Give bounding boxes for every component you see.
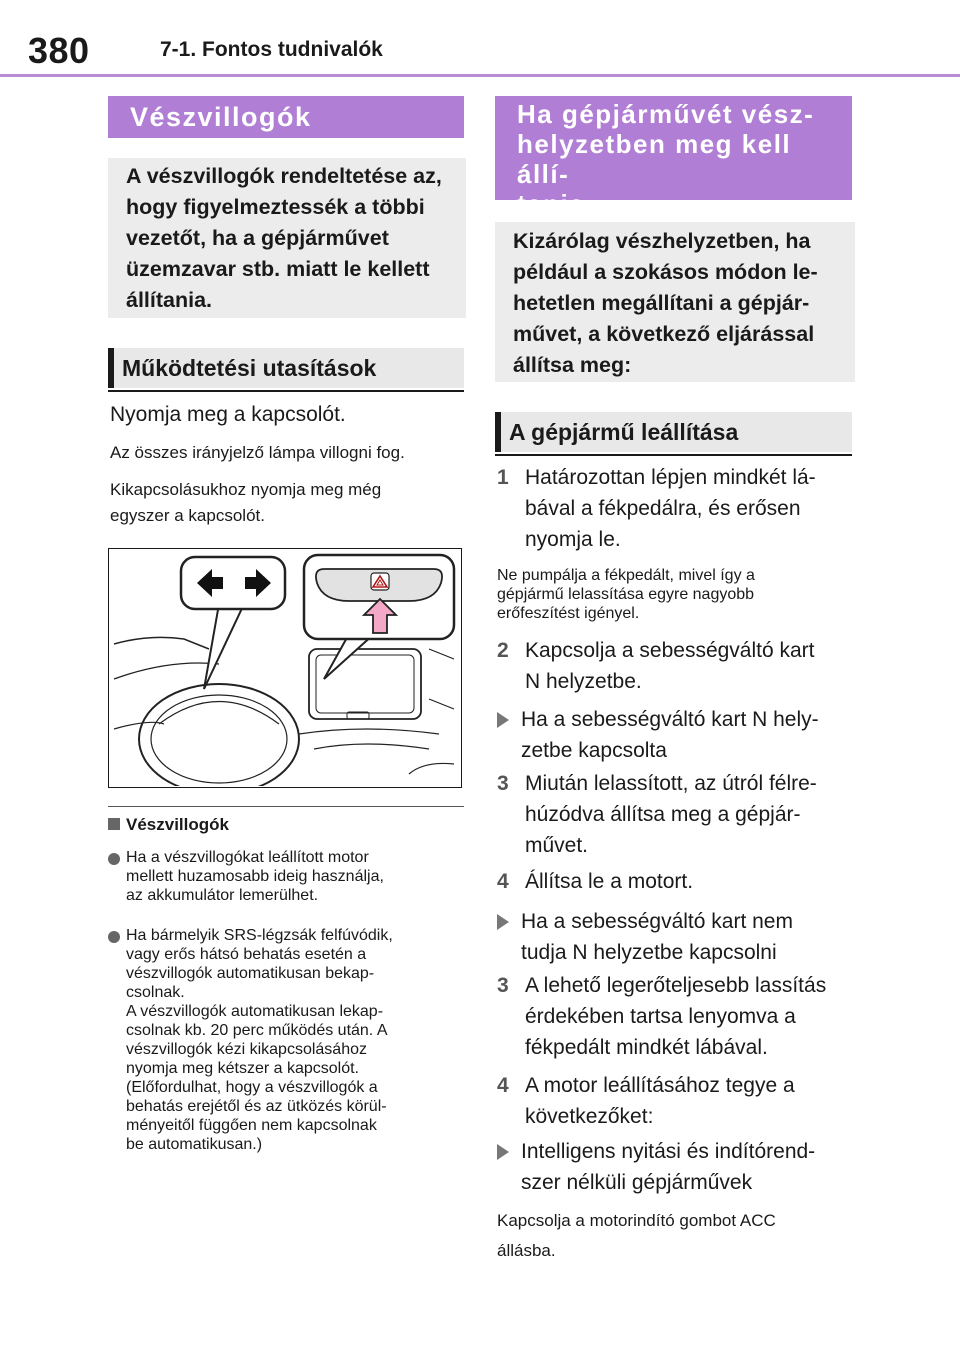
note-line: gépjármű lelassítása egyre nagyobb — [497, 586, 755, 603]
page-number: 380 — [28, 30, 90, 71]
intro-line: vezetőt, ha a gépjárművet — [126, 226, 389, 250]
condition-line: zetbe kapcsolta — [521, 739, 667, 762]
final-line: Kapcsolja a motorindító gombot ACC — [497, 1211, 776, 1230]
section-title-label: Vészvillogók — [126, 815, 229, 834]
banner-line: tania — [517, 189, 586, 219]
intro-line: hogy figyelmeztessék a többi — [126, 195, 425, 219]
step-line: Kapcsolja a sebességváltó kart — [525, 639, 815, 662]
intro-line: állítsa meg: — [513, 353, 632, 377]
bullet-line: vészvillogók kézi kikapcsolásához — [126, 1041, 367, 1058]
subhead-underline — [108, 390, 464, 392]
condition-line: tudja N helyzetbe kapcsolni — [521, 941, 777, 964]
square-bullet-icon — [108, 818, 120, 830]
section-banner-hazard-lights: Vészvillogók — [108, 96, 464, 138]
bullet-line: az akkumulátor lemerülhet. — [126, 887, 319, 904]
condition-line: Intelligens nyitási és indítórend- — [521, 1140, 816, 1163]
bullet-dot-icon — [108, 853, 120, 865]
step-3-brake-hold — [497, 970, 857, 1066]
bullet-line: csolnak kb. 20 perc működés után. A — [126, 1022, 388, 1039]
note-all-signals: Az összes irányjelző lámpa villogni fog. — [110, 443, 405, 462]
bullet-line: Ha bármelyik SRS-légzsák felfúvódik, — [126, 927, 393, 944]
bullet-line: vészvillogók automatikusan bekap- — [126, 965, 375, 982]
step-line: művet. — [525, 834, 589, 857]
divider — [108, 806, 464, 807]
bullet-line: nyomja meg kétszer a kapcsolót. — [126, 1060, 359, 1077]
step-line: Állítsa le a motort. — [525, 870, 694, 893]
subhead-operating-instructions — [108, 348, 464, 388]
step-line: A lehető legerőteljesebb lassítás — [525, 974, 827, 997]
banner-line: helyzetben meg kell állí- — [517, 129, 792, 189]
condition-no-smart-key — [497, 1136, 857, 1200]
intro-line: hetetlen megállítani a gépjár- — [513, 291, 810, 315]
condition-line: szer nélküli gépjárművek — [521, 1171, 753, 1194]
triangle-bullet-icon — [497, 712, 509, 728]
condition-line: Ha a sebességváltó kart N hely- — [521, 708, 819, 731]
bullet-line: be automatikusan.) — [126, 1136, 263, 1153]
subhead-stopping-vehicle — [495, 412, 852, 452]
bullet-line: mellett huzamosabb ideig használja, — [126, 868, 384, 885]
bullet-srs — [108, 926, 466, 1154]
bullet-line: behatás erejétől és az ütközés körül- — [126, 1098, 387, 1115]
triangle-bullet-icon — [497, 1144, 509, 1160]
step-line: fékpedált mindkét lábával. — [525, 1036, 768, 1059]
step-number: 3 — [497, 772, 509, 795]
instruction-text: Nyomja meg a kapcsolót. — [110, 403, 346, 426]
intro-line: állítania. — [126, 288, 213, 312]
bullet-line: A vészvillogók automatikusan lekap- — [126, 1003, 384, 1020]
subhead-label: A gépjármű leállítása — [509, 418, 739, 445]
chapter-title: 7-1. Fontos tudnivalók — [160, 38, 383, 61]
header-rule — [0, 74, 960, 77]
bullet-dot-icon — [108, 931, 120, 943]
intro-line: üzemzavar stb. miatt le kellett — [126, 257, 430, 281]
step-number: 2 — [497, 639, 509, 662]
note-line: erőfeszítést igényel. — [497, 605, 640, 622]
intro-line: Kizárólag vészhelyzetben, ha — [513, 229, 811, 253]
final-line: állásba. — [497, 1241, 556, 1260]
step-line: érdekében tartsa lenyomva a — [525, 1005, 796, 1028]
step-number: 1 — [497, 466, 509, 489]
bullet-line: Ha a vészvillogókat leállított motor — [126, 849, 369, 866]
step-4-stop-engine — [497, 866, 857, 898]
section-title-hazard-lights — [108, 815, 229, 835]
step-number: 4 — [497, 870, 509, 893]
triangle-bullet-icon — [497, 914, 509, 930]
step-line: bával a fékpedálra, és erősen — [525, 497, 801, 520]
condition-neutral-fail — [497, 906, 857, 970]
note-line: Kikapcsolásukhoz nyomja meg még — [110, 480, 382, 499]
step-line: Határozottan lépjen mindkét lá- — [525, 466, 816, 489]
note-line: egyszer a kapcsolót. — [110, 506, 265, 525]
bullet-line: (Előfordulhat, hogy a vészvillogók a — [126, 1079, 378, 1096]
step-line: A motor leállításához tegye a — [525, 1074, 795, 1097]
condition-neutral-ok — [497, 704, 857, 768]
step-1 — [497, 462, 857, 558]
subhead-label: Működtetési utasítások — [122, 354, 377, 381]
step-3-pull-over — [497, 768, 857, 864]
final-instruction — [497, 1206, 857, 1266]
intro-line: A vészvillogók rendeltetése az, — [126, 164, 442, 188]
step-2 — [497, 635, 857, 699]
bullet-line: csolnak. — [126, 984, 185, 1001]
intro-line: művet, a következő eljárással — [513, 322, 815, 346]
dashboard-illustration — [108, 548, 462, 788]
step-line: nyomja le. — [525, 528, 621, 551]
bullet-battery — [108, 848, 466, 905]
dashboard-drawing — [109, 549, 460, 786]
condition-line: Ha a sebességváltó kart nem — [521, 910, 793, 933]
subhead-underline — [495, 454, 852, 456]
step-number: 4 — [497, 1074, 509, 1097]
bullet-line: vagy erős hátsó behatás esetén a — [126, 946, 367, 963]
step-line: N helyzetbe. — [525, 670, 642, 693]
note-line: Ne pumpálja a fékpedált, mivel így a — [497, 567, 755, 584]
step-line: húzódva állítsa meg a gépjár- — [525, 803, 801, 826]
intro-box — [108, 158, 466, 318]
emergency-intro-box — [495, 222, 855, 382]
step-line: Miután lelassított, az útról félre- — [525, 772, 817, 795]
step-1-note — [497, 566, 857, 623]
section-banner-emergency-stop — [495, 96, 852, 219]
intro-line: például a szokásos módon le- — [513, 260, 818, 284]
banner-line: Ha gépjárművét vész- — [517, 99, 815, 129]
step-4-engine-off-procedure — [497, 1070, 857, 1134]
bullet-line: ményeitől függően nem kapcsolnak — [126, 1117, 377, 1134]
note-turn-off — [110, 477, 466, 529]
step-number: 3 — [497, 974, 509, 997]
step-line: következőket: — [525, 1105, 654, 1128]
